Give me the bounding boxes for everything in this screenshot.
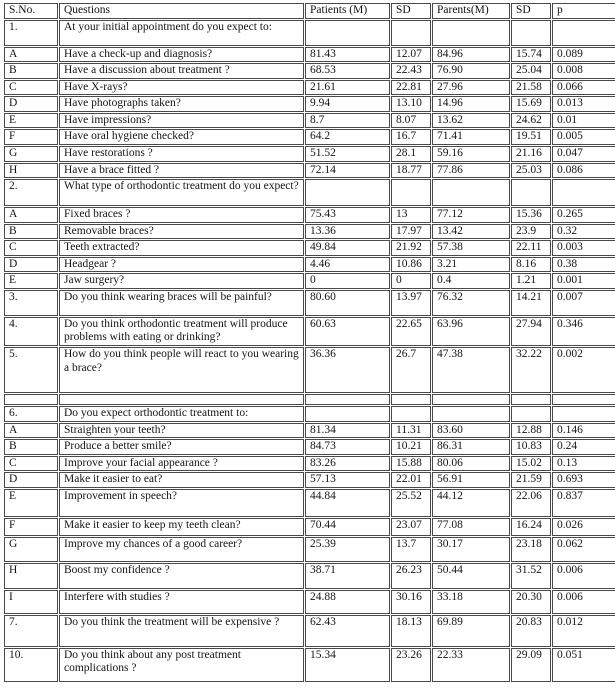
table-row (4, 96, 615, 112)
cell-p-value: 0.002 (552, 347, 615, 393)
cell-parents-sd: 25.03 (511, 163, 551, 179)
cell-parents-sd (511, 394, 551, 405)
cell-parents-sd: 22.06 (511, 489, 551, 517)
cell-patients-mean: 13.36 (305, 224, 390, 240)
cell-patients-mean: 36.36 (305, 347, 390, 393)
cell-p-value (552, 179, 615, 206)
cell-sno: 5. (4, 347, 58, 393)
cell-sno (4, 394, 58, 405)
cell-parents-mean: 69.89 (432, 615, 510, 647)
cell-patients-sd: 18.13 (391, 615, 431, 647)
cell-parents-sd: 8.16 (511, 257, 551, 273)
cell-parents-mean: 50.44 (432, 563, 510, 589)
cell-parents-sd: 29.09 (511, 648, 551, 682)
cell-question: Improve my chances of a good career? (59, 537, 304, 562)
table-row (4, 648, 615, 682)
cell-question: Make it easier to keep my teeth clean? (59, 518, 304, 536)
cell-parents-sd (511, 179, 551, 206)
cell-sno: 6. (4, 406, 58, 422)
table-row (4, 240, 615, 256)
cell-parents-sd (511, 406, 551, 422)
cell-parents-sd: 22.11 (511, 240, 551, 256)
cell-parents-mean: 33.18 (432, 590, 510, 614)
cell-question: Boost my confidence ? (59, 563, 304, 589)
cell-parents-sd: 20.83 (511, 615, 551, 647)
cell-question: Have a brace fitted ? (59, 163, 304, 179)
cell-patients-mean: 62.43 (305, 615, 390, 647)
cell-sno: C (4, 240, 58, 256)
cell-question: Headgear ? (59, 257, 304, 273)
cell-patients-mean: 4.46 (305, 257, 390, 273)
cell-p-value: 0.006 (552, 563, 615, 589)
cell-p-value: 0.003 (552, 240, 615, 256)
cell-parents-sd: 15.36 (511, 207, 551, 223)
cell-p-value: 0.38 (552, 257, 615, 273)
cell-sno: H (4, 163, 58, 179)
cell-patients-mean: 21.61 (305, 80, 390, 96)
cell-question (59, 394, 304, 405)
cell-patients-sd: 15.88 (391, 456, 431, 472)
table-row (4, 129, 615, 145)
cell-question: What type of orthodontic treatment do you expect? (59, 179, 304, 206)
cell-parents-mean: 63.96 (432, 317, 510, 346)
cell-patients-mean: 0 (305, 273, 390, 289)
cell-parents-mean: 80.06 (432, 456, 510, 472)
cell-patients-mean (305, 394, 390, 405)
cell-p-value: 0.051 (552, 648, 615, 682)
cell-patients-sd (391, 394, 431, 405)
cell-sno: G (4, 146, 58, 162)
cell-sno: E (4, 273, 58, 289)
cell-parents-mean: 3.21 (432, 257, 510, 273)
cell-patients-sd: 11.31 (391, 423, 431, 439)
cell-sno: H (4, 563, 58, 589)
table-row (4, 472, 615, 488)
cell-patients-sd: 18.77 (391, 163, 431, 179)
cell-sno: B (4, 439, 58, 455)
cell-sno: D (4, 257, 58, 273)
cell-parents-mean: 77.86 (432, 163, 510, 179)
table-row (4, 317, 615, 346)
cell-parents-mean: 86.31 (432, 439, 510, 455)
cell-parents-mean: 76.90 (432, 63, 510, 79)
cell-p-value: 0.047 (552, 146, 615, 162)
table-body (4, 3, 615, 682)
cell-question: Do you expect orthodontic treatment to: (59, 406, 304, 422)
cell-patients-mean: 64.2 (305, 129, 390, 145)
cell-question: Improve your facial appearance ? (59, 456, 304, 472)
table-row (4, 207, 615, 223)
cell-patients-mean: 15.34 (305, 648, 390, 682)
cell-parents-mean: 47.38 (432, 347, 510, 393)
cell-question: Have a check-up and diagnosis? (59, 47, 304, 63)
cell-parents-mean: 71.41 (432, 129, 510, 145)
cell-parents-sd: 21.59 (511, 472, 551, 488)
cell-parents-mean: 0.4 (432, 273, 510, 289)
cell-p-value: 0.146 (552, 423, 615, 439)
cell-patients-mean: 84.73 (305, 439, 390, 455)
cell-parents-sd: 21.58 (511, 80, 551, 96)
cell-patients-sd: 21.92 (391, 240, 431, 256)
cell-patients-mean: 24.88 (305, 590, 390, 614)
cell-patients-sd: 26.23 (391, 563, 431, 589)
cell-patients-sd: 12.07 (391, 47, 431, 63)
cell-patients-mean: 51.52 (305, 146, 390, 162)
cell-question: Do you think orthodontic treatment will produce problems with eating or drinking? (59, 317, 304, 346)
cell-patients-mean: 38.71 (305, 563, 390, 589)
cell-question: At your initial appointment do you expect to: (59, 20, 304, 46)
cell-patients-sd: 22.43 (391, 63, 431, 79)
cell-patients-sd (391, 179, 431, 206)
cell-p-value: 0.086 (552, 163, 615, 179)
cell-p-value: 0.007 (552, 290, 615, 316)
cell-question: Have photographs taken? (59, 96, 304, 112)
cell-sno: E (4, 489, 58, 517)
cell-patients-mean (305, 406, 390, 422)
column-header: SD (511, 3, 551, 19)
cell-sno: B (4, 63, 58, 79)
column-header: Questions (59, 3, 304, 19)
cell-p-value: 0.062 (552, 537, 615, 562)
cell-question: Removable braces? (59, 224, 304, 240)
cell-patients-sd: 22.81 (391, 80, 431, 96)
cell-p-value: 0.01 (552, 113, 615, 129)
cell-sno: 2. (4, 179, 58, 206)
cell-question: Produce a better smile? (59, 439, 304, 455)
cell-parents-mean: 57.38 (432, 240, 510, 256)
table-row (4, 590, 615, 614)
cell-patients-mean: 60.63 (305, 317, 390, 346)
cell-sno: A (4, 423, 58, 439)
cell-parents-sd: 23.18 (511, 537, 551, 562)
cell-p-value: 0.066 (552, 80, 615, 96)
table-row (4, 146, 615, 162)
column-header: SD (391, 3, 431, 19)
cell-patients-mean: 9.94 (305, 96, 390, 112)
cell-patients-sd: 10.21 (391, 439, 431, 455)
table-row (4, 537, 615, 562)
cell-patients-sd: 25.52 (391, 489, 431, 517)
cell-parents-sd: 14.21 (511, 290, 551, 316)
cell-parents-sd: 10.83 (511, 439, 551, 455)
cell-parents-sd: 21.16 (511, 146, 551, 162)
cell-p-value: 0.001 (552, 273, 615, 289)
cell-p-value: 0.012 (552, 615, 615, 647)
column-header: Parents(M) (432, 3, 510, 19)
cell-patients-mean: 57.13 (305, 472, 390, 488)
cell-patients-sd: 8.07 (391, 113, 431, 129)
cell-p-value: 0.006 (552, 590, 615, 614)
cell-parents-mean: 76.32 (432, 290, 510, 316)
cell-parents-sd: 32.22 (511, 347, 551, 393)
cell-patients-sd: 26.7 (391, 347, 431, 393)
table-row (4, 290, 615, 316)
scanned-paper-table-page (0, 2, 615, 694)
cell-p-value: 0.013 (552, 96, 615, 112)
cell-patients-mean: 83.26 (305, 456, 390, 472)
cell-parents-mean: 30.17 (432, 537, 510, 562)
cell-patients-sd: 16.7 (391, 129, 431, 145)
table-row (4, 456, 615, 472)
cell-parents-mean: 14.96 (432, 96, 510, 112)
cell-question: Make it easier to eat? (59, 472, 304, 488)
cell-patients-sd: 23.26 (391, 648, 431, 682)
cell-question: Have a discussion about treatment ? (59, 63, 304, 79)
cell-parents-sd: 15.02 (511, 456, 551, 472)
cell-patients-mean (305, 179, 390, 206)
cell-p-value: 0.13 (552, 456, 615, 472)
cell-patients-mean: 81.43 (305, 47, 390, 63)
cell-parents-mean (432, 179, 510, 206)
cell-sno: C (4, 80, 58, 96)
cell-question: Do you think the treatment will be expensive ? (59, 615, 304, 647)
cell-sno: A (4, 47, 58, 63)
cell-patients-sd: 13.10 (391, 96, 431, 112)
cell-sno: B (4, 224, 58, 240)
cell-parents-mean: 27.96 (432, 80, 510, 96)
cell-parents-mean: 13.42 (432, 224, 510, 240)
table-row (4, 406, 615, 422)
cell-parents-mean (432, 394, 510, 405)
table-row (4, 113, 615, 129)
table-row (4, 63, 615, 79)
table-row (4, 563, 615, 589)
cell-p-value: 0.026 (552, 518, 615, 536)
cell-question: Fixed braces ? (59, 207, 304, 223)
table-row (4, 615, 615, 647)
cell-p-value: 0.837 (552, 489, 615, 517)
cell-sno: D (4, 96, 58, 112)
cell-patients-mean: 25.39 (305, 537, 390, 562)
cell-patients-sd: 28.1 (391, 146, 431, 162)
cell-sno: 3. (4, 290, 58, 316)
spacer-row (4, 394, 615, 405)
cell-question: Have oral hygiene checked? (59, 129, 304, 145)
cell-parents-sd: 16.24 (511, 518, 551, 536)
cell-sno: A (4, 207, 58, 223)
column-header: Patients (M) (305, 3, 390, 19)
cell-patients-sd: 22.01 (391, 472, 431, 488)
cell-patients-mean: 70.44 (305, 518, 390, 536)
cell-patients-sd: 10.86 (391, 257, 431, 273)
cell-parents-mean: 59.16 (432, 146, 510, 162)
cell-patients-sd: 0 (391, 273, 431, 289)
column-header: S.No. (4, 3, 58, 19)
cell-question: Do you think about any post treatment complications ? (59, 648, 304, 682)
table-row (4, 439, 615, 455)
table-row (4, 489, 615, 517)
cell-question: Have impressions? (59, 113, 304, 129)
table-row (4, 20, 615, 46)
cell-sno: D (4, 472, 58, 488)
cell-patients-sd: 13.7 (391, 537, 431, 562)
cell-patients-mean: 68.53 (305, 63, 390, 79)
cell-patients-sd (391, 20, 431, 46)
cell-patients-mean: 72.14 (305, 163, 390, 179)
table-header-row (4, 3, 615, 19)
cell-patients-sd: 23.07 (391, 518, 431, 536)
cell-question: Have X-rays? (59, 80, 304, 96)
cell-p-value: 0.008 (552, 63, 615, 79)
cell-p-value: 0.005 (552, 129, 615, 145)
table-row (4, 423, 615, 439)
cell-question: Straighten your teeth? (59, 423, 304, 439)
cell-patients-mean (305, 20, 390, 46)
cell-parents-mean (432, 20, 510, 46)
cell-parents-mean: 84.96 (432, 47, 510, 63)
cell-patients-sd: 22.65 (391, 317, 431, 346)
table-row (4, 518, 615, 536)
cell-patients-sd (391, 406, 431, 422)
table-row (4, 257, 615, 273)
cell-parents-sd: 23.9 (511, 224, 551, 240)
cell-question: Teeth extracted? (59, 240, 304, 256)
cell-patients-mean: 81.34 (305, 423, 390, 439)
cell-patients-sd: 30.16 (391, 590, 431, 614)
cell-parents-mean: 83.60 (432, 423, 510, 439)
table-row (4, 347, 615, 393)
cell-sno: F (4, 518, 58, 536)
cell-patients-mean: 75.43 (305, 207, 390, 223)
cell-p-value (552, 394, 615, 405)
cell-sno: C (4, 456, 58, 472)
cell-p-value (552, 20, 615, 46)
cell-patients-mean: 49.84 (305, 240, 390, 256)
cell-parents-sd: 31.52 (511, 563, 551, 589)
cell-parents-sd: 1.21 (511, 273, 551, 289)
cell-parents-sd: 15.74 (511, 47, 551, 63)
cell-p-value: 0.693 (552, 472, 615, 488)
cell-p-value: 0.24 (552, 439, 615, 455)
table-row (4, 224, 615, 240)
cell-sno: 1. (4, 20, 58, 46)
cell-sno: 4. (4, 317, 58, 346)
cell-question: Do you think wearing braces will be painful? (59, 290, 304, 316)
cell-sno: G (4, 537, 58, 562)
cell-sno: 7. (4, 615, 58, 647)
table-row (4, 80, 615, 96)
cell-p-value (552, 406, 615, 422)
expectations-questionnaire-table (3, 2, 615, 683)
cell-parents-sd (511, 20, 551, 46)
cell-patients-mean: 8.7 (305, 113, 390, 129)
column-header: p (552, 3, 615, 19)
cell-parents-mean: 44.12 (432, 489, 510, 517)
cell-sno: 10. (4, 648, 58, 682)
cell-parents-sd: 19.51 (511, 129, 551, 145)
cell-patients-mean: 44.84 (305, 489, 390, 517)
cell-patients-sd: 13.97 (391, 290, 431, 316)
cell-parents-sd: 20.30 (511, 590, 551, 614)
cell-parents-sd: 25.04 (511, 63, 551, 79)
cell-parents-mean (432, 406, 510, 422)
table-row (4, 179, 615, 206)
cell-question: Have restorations ? (59, 146, 304, 162)
cell-parents-mean: 77.08 (432, 518, 510, 536)
cell-sno: F (4, 129, 58, 145)
cell-parents-mean: 13.62 (432, 113, 510, 129)
cell-sno: E (4, 113, 58, 129)
cell-p-value: 0.346 (552, 317, 615, 346)
cell-sno: I (4, 590, 58, 614)
cell-question: How do you think people will react to you wearing a brace? (59, 347, 304, 393)
cell-parents-mean: 22.33 (432, 648, 510, 682)
table-row (4, 47, 615, 63)
cell-patients-mean: 80.60 (305, 290, 390, 316)
cell-parents-sd: 24.62 (511, 113, 551, 129)
cell-parents-sd: 15.69 (511, 96, 551, 112)
cell-patients-sd: 13 (391, 207, 431, 223)
table-row (4, 163, 615, 179)
cell-question: Interfere with studies ? (59, 590, 304, 614)
cell-p-value: 0.089 (552, 47, 615, 63)
table-row (4, 273, 615, 289)
cell-parents-mean: 77.12 (432, 207, 510, 223)
cell-p-value: 0.265 (552, 207, 615, 223)
cell-parents-sd: 27.94 (511, 317, 551, 346)
cell-question: Jaw surgery? (59, 273, 304, 289)
cell-question: Improvement in speech? (59, 489, 304, 517)
cell-parents-sd: 12.88 (511, 423, 551, 439)
cell-patients-sd: 17.97 (391, 224, 431, 240)
cell-parents-mean: 56.91 (432, 472, 510, 488)
cell-p-value: 0.32 (552, 224, 615, 240)
